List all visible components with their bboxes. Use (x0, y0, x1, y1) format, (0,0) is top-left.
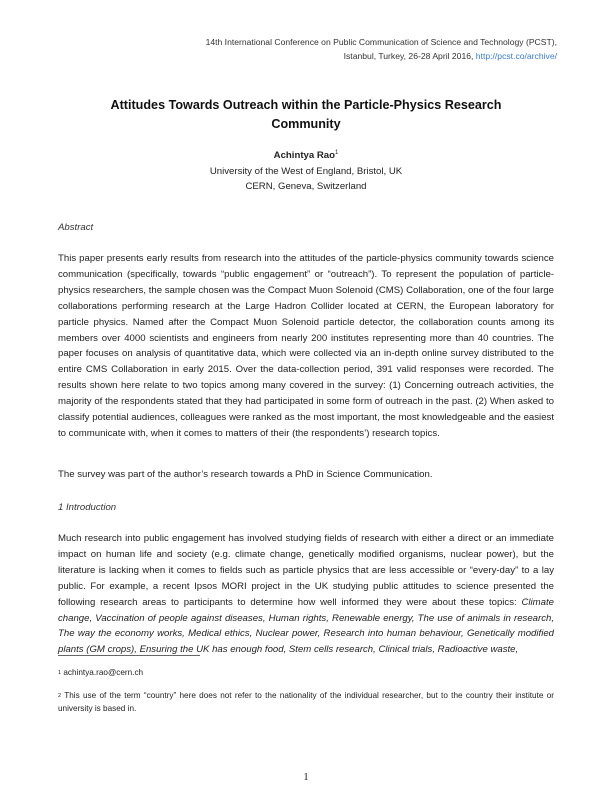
abstract-heading: Abstract (58, 222, 94, 233)
abstract-note-paragraph: The survey was part of the author’s research towards a PhD in Science Communication. (58, 469, 433, 480)
archive-link[interactable]: http://pcst.co/archive/ (475, 51, 557, 61)
introduction-text: Much research into public engagement has involved studying fields of research with either a direct or an immediate impact on human life and society (e.g. climate change, genetically modified organisms, nuclear power), but the literature is lacking when it comes to fields such as particle physics that are less accessible or “every-day” to a lay public. For example, a recent Ipsos MORI project in the UK studying public attitudes to science presented the following research areas to participants to determine how well informed they were about these topics: (58, 533, 554, 608)
footnote-2 (58, 690, 554, 715)
author-footnote-mark: 1 (334, 150, 339, 156)
affiliation-cern: CERN, Geneva, Switzerland (245, 181, 367, 193)
author-name: Achintya Rao (273, 150, 335, 162)
page-number: 1 (303, 771, 309, 783)
footnote-divider (58, 655, 200, 656)
conference-name: 14th International Conference on Public Communication of Science and Technology (PCST), (205, 37, 557, 47)
author-email[interactable]: achintya.rao@cern.ch (63, 668, 144, 677)
footnote-2-mark: 2 (58, 693, 62, 699)
footnote-1 (58, 667, 554, 680)
title-line-2: Community (271, 117, 341, 131)
author-block (60, 146, 552, 195)
introduction-heading: 1 Introduction (58, 502, 117, 513)
conference-place-date: Istanbul, Turkey, 26-28 April 2016, (343, 51, 474, 61)
abstract-paragraph: This paper presents early results from research into the attitudes of the particle-physics community towards science communication (specifically, towards “public engagement” or “outreach”). To represent the population of particle-physics researchers, the sample chosen was the Compact Muon Solenoid (CMS) Collaboration, one of the four large collaborations performing research at the Large Hadron Collider located at CERN, the European laboratory for particle physics. Named after the Compact Muon Solenoid particle detector, the collaboration counts among its members over 4000 scientists and engineers from nearly 200 institutes representing more than 40 countries. The paper focuses on analysis of quantitative data, which were collected via an in-depth online survey distributed to the entire CMS Collaboration in early 2015. Over the data-collection period, 391 valid responses were recorded. The results shown here relate to two topics among many covered in the survey: (1) Concerning outreach activities, the majority of the respondents stated that they had participated in some form of outreach in the past. (2) When asked to classify potential audiences, colleagues were ranked as the most important, the most knowledgeable and the easiest to communicate with, when it comes to matters of their (the respondents’) research topics. (58, 253, 554, 439)
footnote-1-mark: 1 (58, 670, 62, 676)
conference-header (77, 35, 557, 63)
title-line-1: Attitudes Towards Outreach within the Particle-Physics Research (110, 98, 502, 112)
introduction-paragraph (58, 531, 554, 658)
conference-location (77, 49, 557, 63)
research-areas-list: Climate change, Vaccination of people against diseases, Human rights, Renewable energy, The use of animals in research, The way the economy works, Medical ethics, Nuclear power, Research into human behaviour, Genetically modified plants (GM crops), Ensuring the UK has enough food, Stem cells research, Clinical trials, Radioactive waste, (58, 596, 554, 656)
paper-title (60, 96, 552, 134)
footnote-2-text: This use of the term “country” here does not refer to the nationality of the individual researcher, but to the country their institute or university is based in. (58, 691, 554, 713)
affiliation-uwe: University of the West of England, Bristol, UK (209, 165, 403, 177)
